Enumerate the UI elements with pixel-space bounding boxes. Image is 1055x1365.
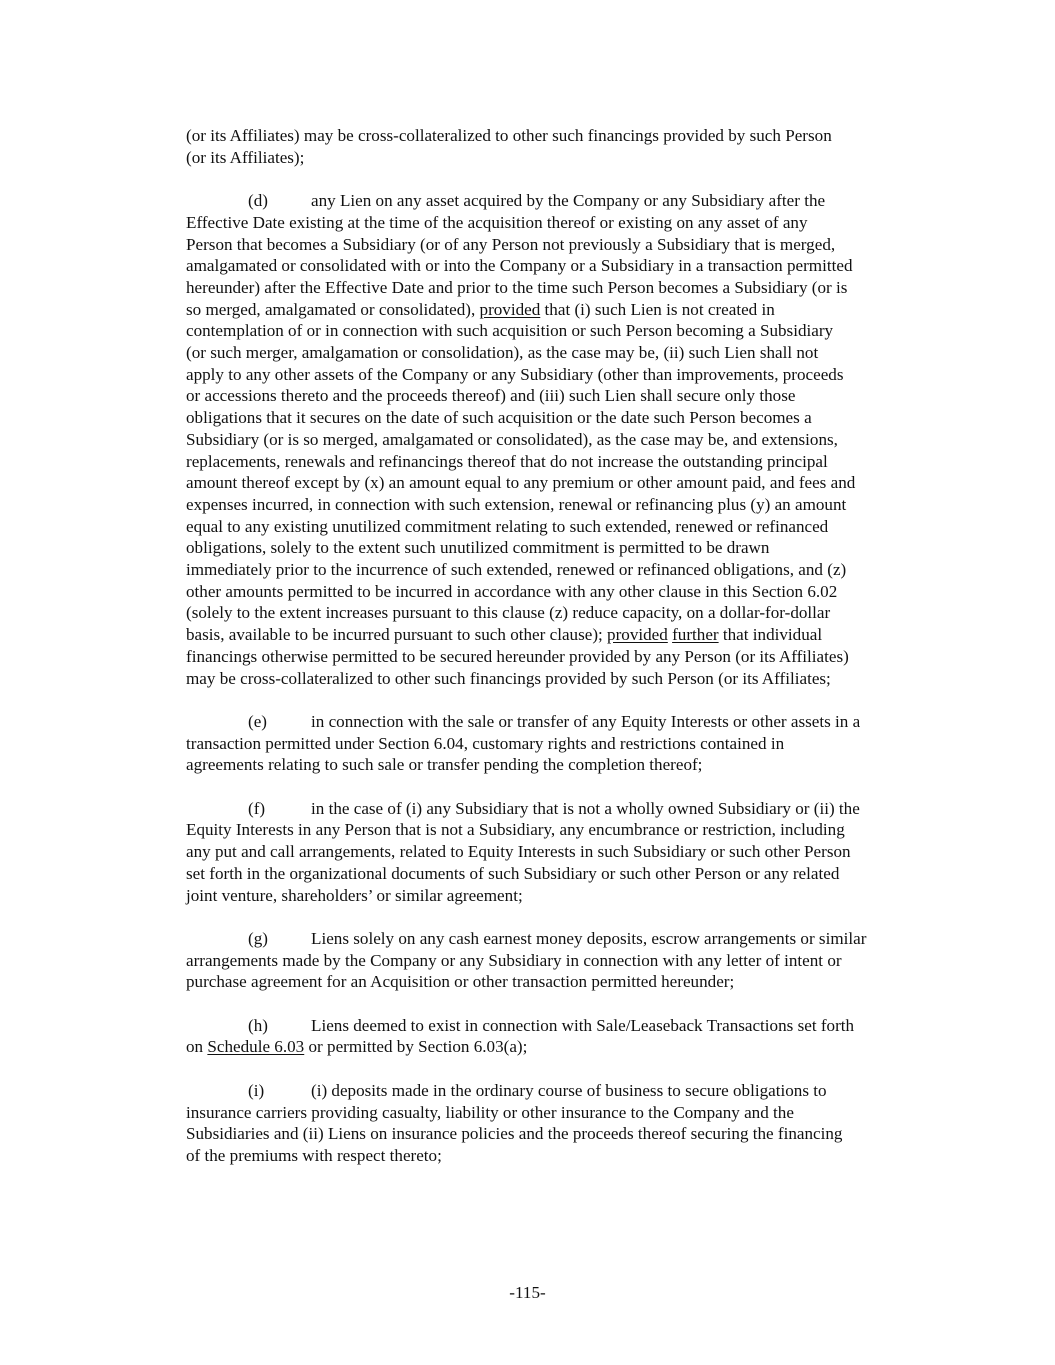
- text-line: (or its Affiliates) may be cross-collateralized to other such financings provided by such Person: [186, 126, 832, 145]
- text-line: Liens deemed to exist in connection with Sale/Leaseback Transactions set forth: [311, 1015, 855, 1035]
- document-page: [186, 125, 934, 1188]
- text-line: Equity Interests in any Person that is not a Subsidiary, any encumbrance or restriction, including: [186, 820, 845, 840]
- text-line: (i) deposits made in the ordinary course of business to secure obligations to: [311, 1080, 827, 1100]
- clause-label: (e): [248, 711, 267, 731]
- underlined-term-provided: provided: [607, 625, 668, 645]
- page-number: -115-: [509, 1283, 546, 1302]
- text-segment: on: [186, 1037, 208, 1057]
- underlined-term-provided: provided: [479, 299, 541, 319]
- text-line: Effective Date existing at the time of the acquisition thereof or existing on any asset of any: [186, 212, 808, 232]
- text-line: purchase agreement for an Acquisition or other transaction permitted hereunder;: [186, 972, 735, 992]
- text-line: any Lien on any asset acquired by the Company or any Subsidiary after the: [311, 191, 826, 211]
- text-line: Subsidiaries and (ii) Liens on insurance policies and the proceeds thereof securing the financing: [186, 1124, 843, 1144]
- clause-label: (d): [248, 191, 268, 211]
- text-line: Subsidiary (or is so merged, amalgamated or consolidated), as the case may be, and extensions,: [186, 429, 838, 449]
- text-line: other amounts permitted to be incurred in accordance with any other clause in this Section 6.02: [186, 581, 838, 601]
- schedule-reference: Schedule 6.03: [207, 1037, 305, 1057]
- text-line: contemplation of or in connection with such acquisition or such Person becoming a Subsidiary: [186, 321, 834, 341]
- text-line: replacements, renewals and refinancings thereof that do not increase the outstanding principal: [186, 451, 828, 471]
- text-line: amalgamated or consolidated with or into the Company or a Subsidiary in a transaction permitted: [186, 256, 853, 276]
- text-segment: so merged, amalgamated or consolidated),: [186, 299, 480, 319]
- underlined-term-further: further: [672, 625, 719, 645]
- text-line: immediately prior to the incurrence of such extended, renewed or refinanced obligations, and (z): [186, 560, 847, 580]
- intro-paragraph: [186, 125, 934, 168]
- text-line: apply to any other assets of the Company or any Subsidiary (other than improvements, proceeds: [186, 364, 844, 384]
- text-line: financings otherwise permitted to be secured hereunder provided by any Person (or its Affiliates): [186, 646, 849, 666]
- text-line: joint venture, shareholders’ or similar agreement;: [186, 885, 523, 905]
- text-line: obligations that it secures on the date of such acquisition or the date such Person becomes a: [186, 408, 812, 428]
- text-line: agreements relating to such sale or transfer pending the completion thereof;: [186, 755, 703, 775]
- text-line: insurance carriers providing casualty, liability or other insurance to the Company and the: [186, 1102, 794, 1122]
- text-line: (solely to the extent increases pursuant to this clause (z) reduce capacity, on a dollar-for-dollar: [186, 603, 831, 623]
- clause-h: [186, 1015, 934, 1058]
- text-line: or accessions thereto and the proceeds thereof) and (iii) such Lien shall secure only those: [186, 386, 796, 406]
- text-line: equal to any existing unutilized commitment relating to such extended, renewed or refinanced: [186, 516, 829, 536]
- text-line: in the case of (i) any Subsidiary that is not a wholly owned Subsidiary or (ii) the: [311, 798, 860, 818]
- clause-d: [186, 190, 934, 689]
- text-line: any put and call arrangements, related to Equity Interests in such Subsidiary or such other Person: [186, 842, 851, 862]
- clause-f: [186, 798, 934, 907]
- text-line: transaction permitted under Section 6.04, customary rights and restrictions contained in: [186, 733, 785, 753]
- clause-label: (h): [248, 1015, 268, 1035]
- text-line: (or its Affiliates);: [186, 147, 305, 167]
- text-line: arrangements made by the Company or any Subsidiary in connection with any letter of intent or: [186, 950, 842, 970]
- clause-label: (g): [248, 928, 268, 948]
- text-line: of the premiums with respect thereto;: [186, 1145, 442, 1165]
- text-segment: or permitted by Section 6.03(a);: [304, 1037, 528, 1057]
- text-line: (or such merger, amalgamation or consolidation), as the case may be, (ii) such Lien shall not: [186, 343, 819, 363]
- clause-label: (f): [248, 798, 266, 818]
- text-segment: that (i) such Lien is not created in: [540, 299, 775, 319]
- clause-i: [186, 1080, 934, 1167]
- text-line: may be cross-collateralized to other such financings provided by such Person (or its Affiliates;: [186, 668, 831, 688]
- clause-g: [186, 928, 934, 993]
- text-line: Person that becomes a Subsidiary (or of any Person not previously a Subsidiary that is merged,: [186, 234, 836, 254]
- text-line: in connection with the sale or transfer of any Equity Interests or other assets in a: [311, 711, 861, 731]
- text-line: set forth in the organizational documents of such Subsidiary or such other Person or any related: [186, 863, 840, 883]
- text-segment: that individual: [718, 625, 823, 645]
- text-line: amount thereof except by (x) an amount equal to any premium or other amount paid, and fees and: [186, 473, 856, 493]
- text-line: Liens solely on any cash earnest money deposits, escrow arrangements or similar: [311, 928, 867, 948]
- text-line: hereunder) after the Effective Date and prior to the time such Person becomes a Subsidiary (or is: [186, 277, 848, 297]
- clause-e: [186, 711, 934, 776]
- clause-label: (i): [248, 1080, 265, 1100]
- text-segment: basis, available to be incurred pursuant to such other clause);: [186, 625, 608, 645]
- text-line: obligations, solely to the extent such unutilized commitment is permitted to be drawn: [186, 538, 770, 558]
- text-line: expenses incurred, in connection with such extension, renewal or refinancing plus (y) an amount: [186, 494, 847, 514]
